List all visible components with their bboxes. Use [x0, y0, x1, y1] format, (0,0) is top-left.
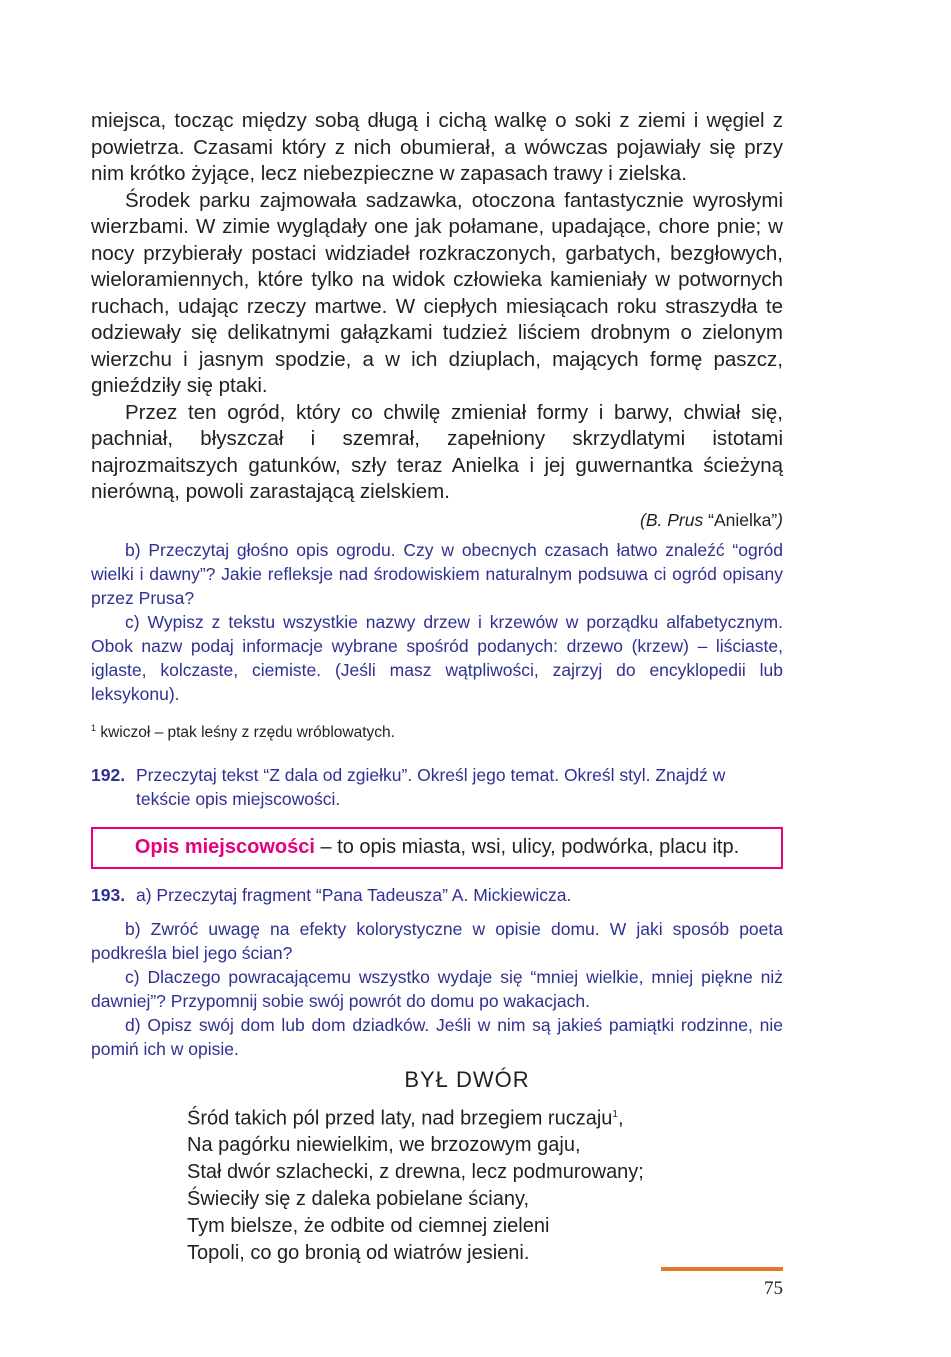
task-193-c: c) Dlaczego powracającemu wszystko wydaje się “mniej wielkie, mniej piękne niż dawniej”? Przypomnij sobie swój powrót do domu po wakacjach. — [91, 966, 783, 1011]
task-191-questions — [91, 538, 783, 706]
task-193-number: 193. — [91, 884, 126, 905]
prose-excerpt — [91, 108, 783, 506]
poem-line-3: Stał dwór szlachecki, z drewna, lecz podmurowany; — [187, 1161, 644, 1184]
footnote-mark: 1 — [91, 722, 97, 733]
task-191-b: b) Przeczytaj głośno opis ogrodu. Czy w obecnych czasach łatwo znaleźć “ogród wielki i dawny”? Jakie refleksje nad środowiskiem naturalnym podsuwa ci ogród opisany przez Prusa? — [91, 539, 783, 608]
definition-text: – to opis miasta, wsi, ulicy, podwórka, placu itp. — [314, 835, 740, 858]
task-192-text: Przeczytaj tekst “Z dala od zgiełku”. Określ jego temat. Określ styl. Znajdź w tekście opis miejscowości. — [136, 764, 726, 809]
prose-paragraph-1: miejsca, tocząc między sobą długą i cichą walkę o soki z ziemi i węgiel z powietrza. Czasami który z nich obumierał, a wówczas pojawiały się przy nim krótko żyjące, lecz niebezpieczne w zapasach trawy i zielska. — [91, 109, 783, 185]
task-193-d: d) Opisz swój dom lub dom dziadków. Jeśli w nim są jakieś pamiątki rodzinne, nie pomiń ich w opisie. — [91, 1014, 783, 1059]
poem-line-2: Na pagórku niewielkim, we brzozowym gaju, — [187, 1134, 581, 1157]
task-192 — [91, 763, 783, 811]
poem-line-1 — [187, 1101, 783, 1133]
definition-box — [91, 827, 783, 869]
task-193-questions — [91, 917, 783, 1061]
task-193-b: b) Zwróć uwagę na efekty kolorystyczne w opisie domu. W jaki sposób poeta podkreśla biel jego ścian? — [91, 918, 783, 963]
prose-paragraph-2: Środek parku zajmowała sadzawka, otoczona fantastycznie wyrosłymi wierzbami. W zimie wyglądały one jak połamane, upadające, chore pnie; w nocy przybierały postaci widziadeł rozkraczonych, garbatych, bezgłowych, wieloramiennych, które tylko na widok człowieka kamieniały w potwornych ruchach, udając rzeczy martwe. W ciepłych miesiącach roku straszydła te odziewały się delikatnymi gałązkami tudzież liściem drobnym o zielonym wierzchu i jasnym spodzie, a w ich dziuplach, mających formę paszcz, gnieździły się ptaki. — [91, 188, 783, 397]
citation-author: (B. Prus — [640, 509, 704, 530]
task-193 — [91, 883, 783, 907]
task-191-c: c) Wypisz z tekstu wszystkie nazwy drzew i krzewów w porządku alfabetycznym. Obok nazw podaj informacje wybrane spośród podanych: drzewo (krzew) – liściaste, iglaste, kolczaste, ciemiste. (Jeśli masz wątpliwości, zajrzyj do encyklopedii lub leksykonu). — [91, 611, 783, 704]
page-content — [91, 108, 783, 1267]
page-number: 75 — [764, 1278, 783, 1299]
page-number-rule — [661, 1267, 783, 1271]
prose-paragraph-3: Przez ten ogród, który co chwilę zmieniał formy i barwy, chwiał się, pachniał, błyszczał i szemrał, zapełniony skrzydlatymi istotami najrozmaitszych gatunków, szły teraz Anielka i jej guwernantka ścieżyną nierówną, powoli zarastającą zielskiem. — [91, 400, 783, 503]
poem-line-5: Tym bielsze, że odbite od ciemnej zieleni — [187, 1215, 550, 1238]
definition-term: Opis miejscowości — [134, 835, 315, 858]
footnote-text: kwiczoł – ptak leśny z rzędu wróblowatych. — [96, 723, 395, 741]
poem-line-1-text: Śród takich pól przed laty, nad brzegiem ruczaju — [187, 1107, 613, 1130]
poem-title: BYŁ DWÓR — [404, 1066, 530, 1092]
poem — [187, 1101, 783, 1268]
poem-line-1-end: , — [617, 1107, 624, 1130]
poem-line-6: Topoli, co go bronią od wiatrów jesieni. — [187, 1242, 530, 1265]
footnote — [91, 718, 783, 743]
poem-footnote-mark: 1 — [612, 1108, 618, 1120]
citation-close: ) — [777, 509, 783, 530]
poem-line-4: Świeciły się z daleka pobielane ściany, — [187, 1188, 530, 1211]
citation — [91, 508, 783, 532]
task-192-number: 192. — [91, 764, 126, 785]
task-193-a: a) Przeczytaj fragment “Pana Tadeusza” A. Mickiewicza. — [136, 884, 572, 905]
citation-work: “Anielka” — [703, 509, 778, 530]
